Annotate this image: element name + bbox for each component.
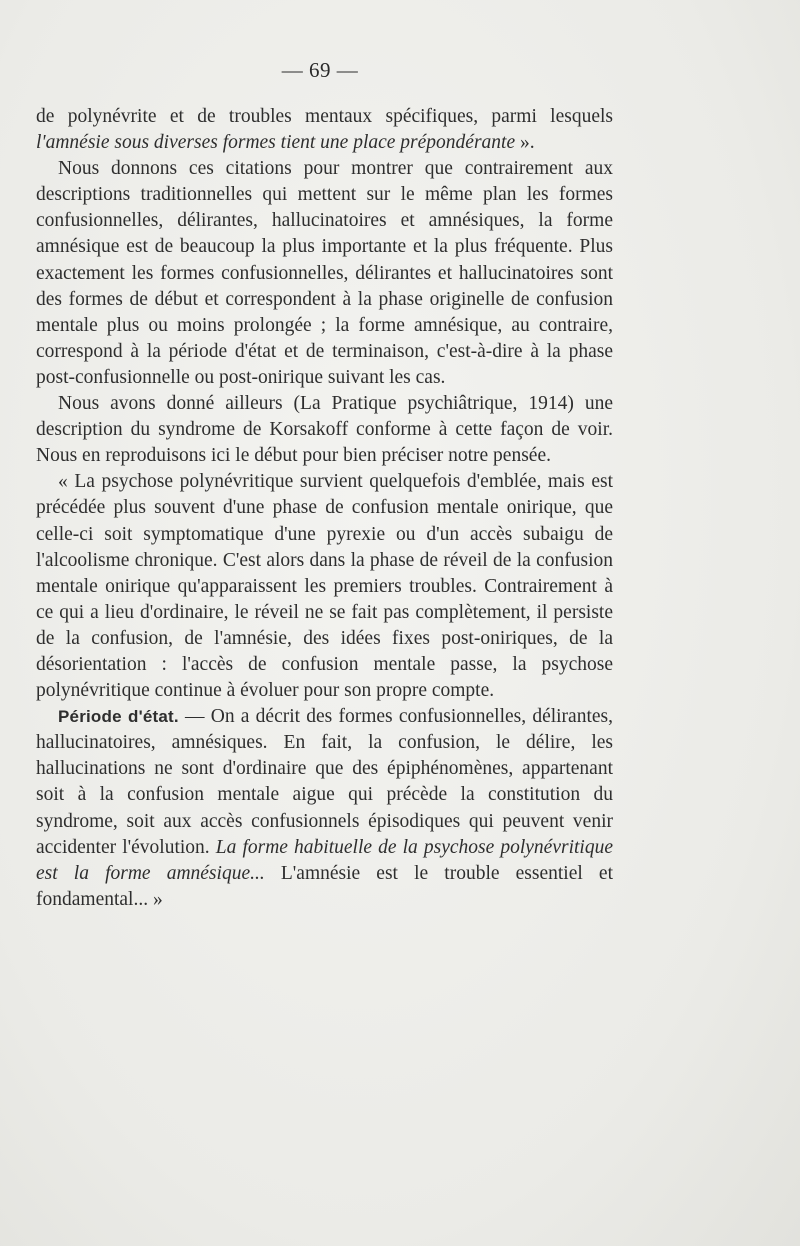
paragraph-1-text: de polynévrite et de troubles mentaux spécifiques, parmi lesquels: [36, 106, 613, 127]
paragraph-5-text: — On a décrit des formes confusionnelles, délirantes, hallucinatoires, amnésiques. En fait, la confusion, le délire, les hallucinations ne sont d'ordinaire que des épiphénomènes, appartenant soit à la confusion mentale aigue qui précède la constitution du syndrome, soit aux accès confusionnels épisodiques qui peuvent venir accidenter l'évolution.: [36, 706, 613, 858]
body-text: [36, 104, 613, 913]
paragraph-3: Nous avons donné ailleurs (La Pratique psychiâtrique, 1914) une description du syndrome de Korsakoff conforme à cette façon de voir. Nous en reproduisons ici le début pour bien préciser notre pensée.: [36, 393, 613, 467]
paragraph-5-end: L'amnésie est le trouble essentiel et fondamental... »: [36, 862, 613, 910]
paragraph-5: [36, 704, 613, 913]
paragraph-4-quote: « La psychose polynévritique survient quelquefois d'emblée, mais est précédée plus souvent d'une phase de confusion mentale onirique, que celle-ci soit symptomatique d'une pyrexie ou d'un accès subaigu de l'alcoolisme chronique. C'est alors dans la phase de réveil de la confusion mentale onirique qu'apparaissent les premiers troubles. Contrairement à ce qui a lieu d'ordinaire, le réveil ne se fait pas complètement, il persiste de la confusion, de l'amnésie, des idées fixes post-oniriques, de la désorientation : l'accès de confusion mentale passe, la psychose polynévritique continue à évoluer pour son propre compte.: [36, 471, 613, 702]
section-heading: Période d'état.: [58, 707, 179, 727]
paragraph-1: [36, 104, 613, 156]
paragraph-1-italic: l'amnésie sous diverses formes tient une place prépondérante: [36, 132, 516, 154]
paragraph-1-end: ».: [515, 132, 535, 154]
paragraph-2: Nous donnons ces citations pour montrer que contrairement aux descriptions traditionnelles qui mettent sur le même plan les formes confusionnelles, délirantes, hallucinatoires et amnésiques, la forme amnésique est de beaucoup la plus importante et la plus fréquente. Plus exactement les formes confusionnelles, délirantes et hallucinatoires sont des formes de début et correspondent à la phase originelle de confusion mentale plus ou moins prolongée ; la forme amnésique, au contraire, correspond à la période d'état et de terminaison, c'est-à-dire à la phase post-confusionnelle ou post-onirique suivant les cas.: [36, 158, 613, 388]
page-number: — 69 —: [281, 58, 359, 82]
paragraph-5-italic: La forme habituelle de la psychose polynévritique est la forme amnésique...: [36, 836, 613, 884]
